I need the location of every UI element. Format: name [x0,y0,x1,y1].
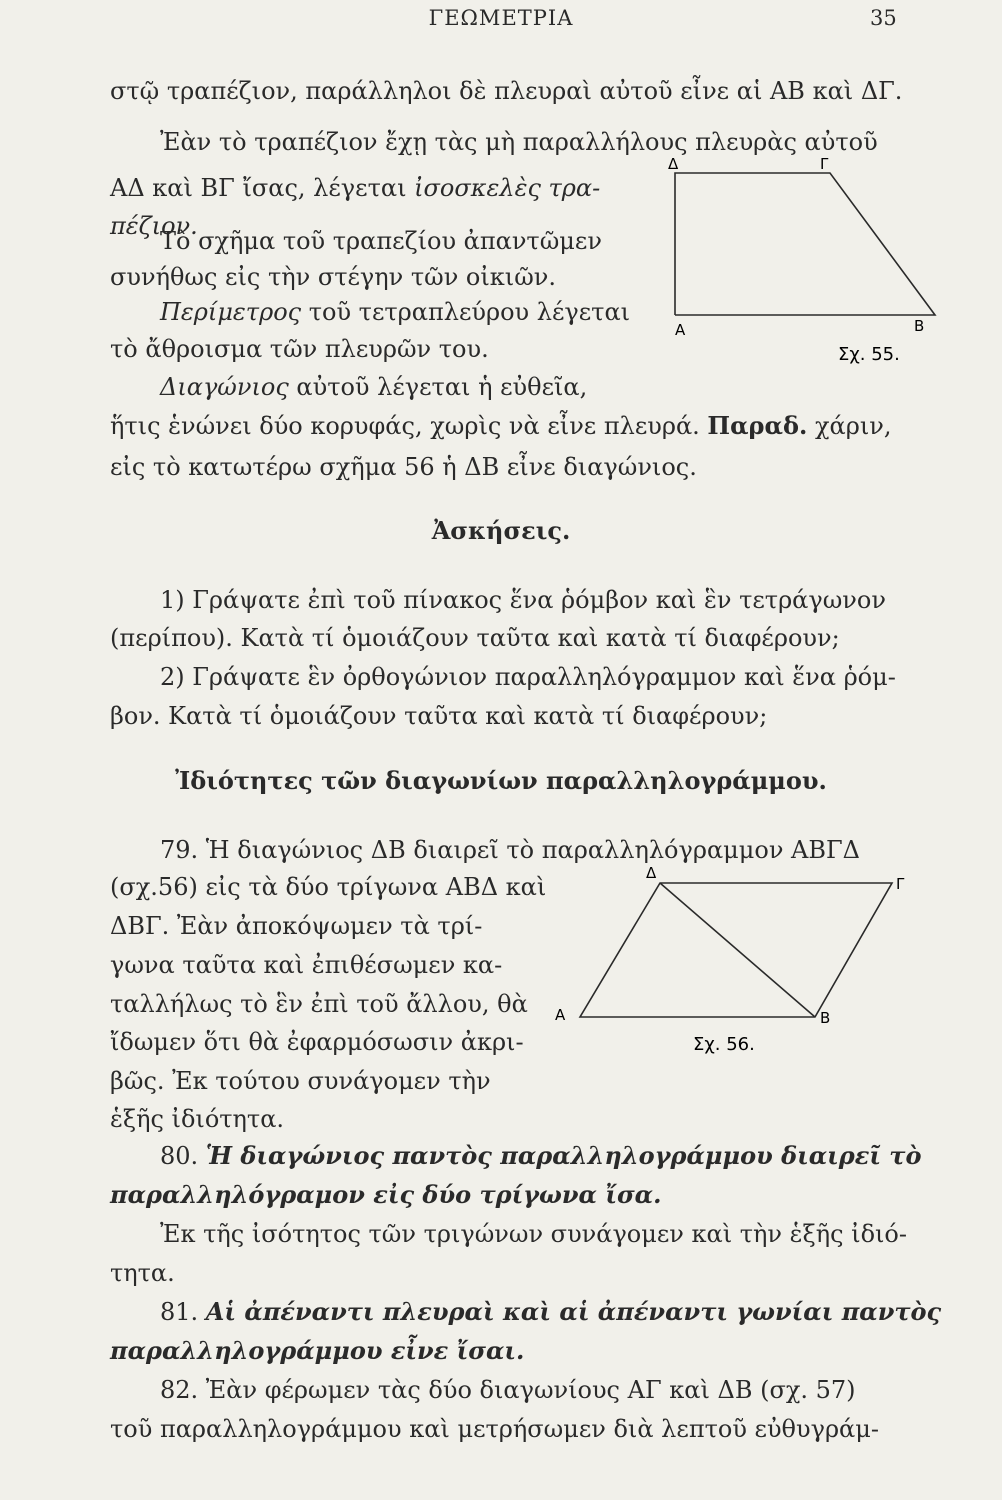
vertex-label-b: Β [914,317,925,335]
diagonal-db [660,883,815,1017]
text-line: βον. Κατὰ τί ὁμοιάζουν ταῦτα καὶ κατὰ τί διαφέρουν; [110,702,768,730]
vertex-label-d: Δ [646,865,657,882]
page-number: 35 [870,6,897,30]
text-line [160,297,630,327]
vertex-label-b: Β [820,1009,831,1027]
paragraph-82: 82. Ἐὰν φέρωμεν τὰς δύο διαγωνίους ΑΓ καὶ ΔΒ (σχ. 57) [160,1376,856,1404]
section-heading-diagonals: Ἰδιότητες τῶν διαγωνίων παραλληλογράμμου. [175,766,827,795]
text-line: (σχ.56) εἰς τὰ δύο τρίγωνα ΑΒΔ καὶ [110,873,547,901]
parallelogram-outline [580,883,892,1017]
vertex-label-a: Α [555,1006,566,1024]
theorem-81-cont: παραλληλογράμμου εἶνε ἴσαι. [110,1336,525,1365]
theorem-81: Αἱ ἀπέναντι πλευραὶ καὶ αἱ ἀπέναντι γωνίαι παντὸς [205,1297,942,1326]
figure-56-caption: Σχ. 56. [693,1034,755,1055]
term-perimeter: Περίμετρος [160,298,302,326]
text-span: ἥτις ἑνώνει δύο κορυφάς, χωρὶς νὰ εἶνε πλευρά. [110,412,708,440]
text-line: ἴδωμεν ὅτι θὰ ἐφαρμόσωσιν ἀκρι- [110,1028,524,1056]
text-line [110,173,600,203]
term-isosceles: ἰσοσκελὲς τρα- [414,174,601,202]
exercise-2: 2) Γράψατε ἓν ὀρθογώνιον παραλληλόγραμμον καὶ ἕνα ῥόμ- [160,663,896,691]
text-span: χάριν, [807,412,892,440]
text-line [110,411,891,441]
figure-55-caption: Σχ. 55. [838,344,900,365]
exercise-1: 1) Γράψατε ἐπὶ τοῦ πίνακος ἕνα ῥόμβον καὶ ἓν τετράγωνον [160,586,886,614]
text-line: βῶς. Ἐκ τούτου συνάγομεν τὴν [110,1067,491,1095]
text-span: ΑΔ καὶ ΒΓ ἴσας, λέγεται [110,174,415,202]
text-line: ταλλήλως τὸ ἓν ἐπὶ τοῦ ἄλλου, θὰ [110,990,528,1018]
theorem-80-cont: παραλληλόγραμον εἰς δύο τρίγωνα ἴσα. [110,1180,662,1209]
figure-55-trapezoid [655,155,955,380]
trapezoid-outline [675,173,935,315]
text-line: Ἐὰν τὸ τραπέζιον ἔχῃ τὰς μὴ παραλλήλους πλευρὰς αὐτοῦ [160,128,878,156]
text-line: (περίπου). Κατὰ τί ὁμοιάζουν ταῦτα καὶ κατὰ τί διαφέρουν; [110,624,840,652]
text-line: ἑξῆς ἰδιότητα. [110,1105,285,1133]
text-span: αὐτοῦ λέγεται ἡ εὐθεῖα, [288,373,588,401]
text-line: συνήθως εἰς τὴν στέγην τῶν οἰκιῶν. [110,263,556,291]
vertex-label-a: Α [675,321,686,339]
text-line: εἰς τὸ κατωτέρω σχῆμα 56 ἡ ΔΒ εἶνε διαγώνιος. [110,453,697,481]
section-heading-exercises: Ἀσκήσεις. [431,516,571,545]
text-line: ΔΒΓ. Ἐὰν ἀποκόψωμεν τὰ τρί- [110,912,483,940]
text-line: Ἐκ τῆς ἰσότητος τῶν τριγώνων συνάγομεν καὶ τὴν ἑξῆς ἰδιό- [160,1220,907,1248]
running-header: ΓΕΩΜΕΤΡΙΑ [428,6,574,30]
paragraph-number: 81. [160,1298,206,1326]
text-line: τοῦ παραλληλογράμμου καὶ μετρήσωμεν διὰ λεπτοῦ εὐθυγράμ- [110,1415,879,1443]
figure-56-parallelogram [550,865,910,1065]
paragraph-number: 80. [160,1142,206,1170]
paragraph-80 [160,1141,921,1171]
term-isosceles-cont: πέζιον. [110,212,198,240]
text-line: τητα. [110,1259,175,1287]
paragraph-81 [160,1297,941,1327]
text-line: Τὸ σχῆμα τοῦ τραπεζίου ἀπαντῶμεν [160,227,602,255]
paragraph-79: 79. Ἡ διαγώνιος ΔΒ διαιρεῖ τὸ παραλληλόγραμμον ΑΒΓΔ [160,836,860,864]
text-span: τοῦ τετραπλεύρου λέγεται [301,298,631,326]
text-line: γωνα ταῦτα καὶ ἐπιθέσωμεν κα- [110,951,503,979]
text-line [160,372,587,402]
term-diagonal: Διαγώνιος [160,373,289,401]
vertex-label-d: Δ [668,155,679,173]
text-line: στῷ τραπέζιον, παράλληλοι δὲ πλευραὶ αὐτοῦ εἶνε αἱ ΑΒ καὶ ΔΓ. [110,77,903,105]
vertex-label-c: Γ [896,875,905,893]
text-line: τὸ ἄθροισμα τῶν πλευρῶν του. [110,335,489,363]
abbr-paradeigmatos: Παραδ. [707,411,808,440]
vertex-label-c: Γ [820,155,829,173]
theorem-80: Ἡ διαγώνιος παντὸς παραλληλογράμμου διαιρεῖ τὸ [205,1141,922,1170]
